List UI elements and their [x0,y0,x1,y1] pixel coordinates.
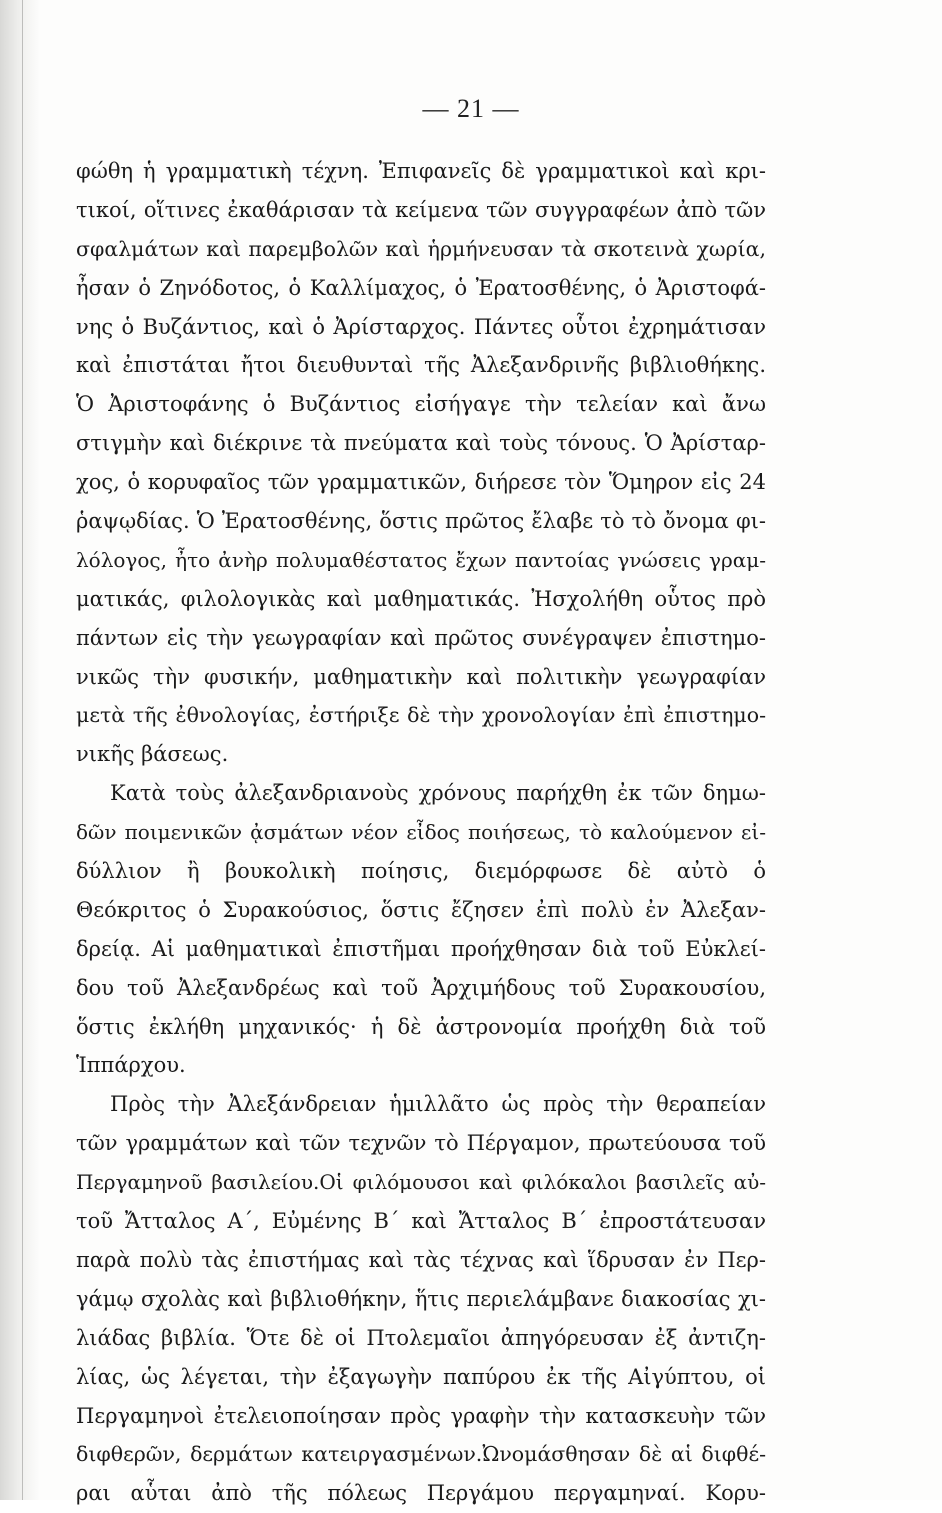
text-line: λίας, ὡς λέγεται, τὴν ἐξαγωγὴν παπύρου ἐκ τῆς Αἰγύπτου, οἱ [76,1364,766,1389]
text-line: ἦσαν ὁ Ζηνόδοτος, ὁ Καλλίμαχος, ὁ Ἐρατοσθένης, ὁ Ἀριστοφά- [76,275,766,300]
text-line: σφαλμάτων καὶ παρεμβολῶν καὶ ἡρμήνευσαν τὰ σκοτεινὰ χωρία, [76,236,766,261]
text-line: Κατὰ τοὺς ἀλεξανδριανοὺς χρόνους παρήχθη ἐκ τῶν δημω- [110,781,766,806]
text-line: νικῶς τὴν φυσικήν, μαθηματικὴν καὶ πολιτικὴν γεωγραφίαν [76,664,766,689]
text-line: Πρὸς τὴν Ἀλεξάνδρειαν ἡμιλλᾶτο ὡς πρὸς τὴν θεραπείαν [110,1092,766,1117]
text-line: πάντων εἰς τὴν γεωγραφίαν καὶ πρῶτος συνέγραψεν ἐπιστημο- [76,625,766,650]
text-line: ὅστις ἐκλήθη μηχανικός· ἡ δὲ ἀστρονομία προήχθη διὰ τοῦ [76,1014,766,1039]
text-line: χος, ὁ κορυφαῖος τῶν γραμματικῶν, διήρεσε τὸν Ὅμηρον εἰς 24 [76,470,766,495]
binding-gutter-shadow [0,0,40,1500]
text-line: δύλλιον ἢ βουκολικὴ ποίησις, διεμόρφωσε δὲ αὐτὸ ὁ [76,859,766,884]
text-line: νικῆς βάσεως. [76,742,229,767]
text-line: νης ὁ Βυζάντιος, καὶ ὁ Ἀρίσταρχος. Πάντες οὗτοι ἐχρημάτισαν [76,314,766,339]
text-line: τικοί, οἵτινες ἐκαθάρισαν τὰ κείμενα τῶν συγγραφέων ἀπὸ τῶν [76,197,766,222]
page-number: — 21 — [422,94,520,123]
text-line: Ἱππάρχου. [76,1053,186,1078]
text-line: γάμῳ σχολὰς καὶ βιβλιοθήκην, ἥτις περιελάμβανε διακοσίας χι- [76,1286,766,1311]
text-line: λιάδας βιβλία. Ὅτε δὲ οἱ Πτολεμαῖοι ἀπηγόρευσαν ἐξ ἀντιζη- [76,1325,766,1350]
text-line: μετὰ τῆς ἐθνολογίας, ἐστήριξε δὲ τὴν χρονολογίαν ἐπὶ ἐπιστημο- [76,703,766,728]
text-line: Περγαμηνοῦ βασιλείου.Οἱ φιλόμουσοι καὶ φιλόκαλοι βασιλεῖς αὐ- [76,1170,766,1195]
text-line: δου τοῦ Ἀλεξανδρέως καὶ τοῦ Ἀρχιμήδους τοῦ Συρακουσίου, [76,975,766,1000]
text-line: Περγαμηνοὶ ἐτελειοποίησαν πρὸς γραφὴν τὴν κατασκευὴν τῶν [76,1403,766,1428]
text-line: στιγμὴν καὶ διέκρινε τὰ πνεύματα καὶ τοὺς τόνους. Ὁ Ἀρίσταρ- [76,431,766,456]
text-line: Ὁ Ἀριστοφάνης ὁ Βυζάντιος εἰσήγαγε τὴν τελείαν καὶ ἄνω [76,392,766,417]
text-line: δρείᾳ. Αἱ μαθηματικαὶ ἐπιστῆμαι προήχθησαν διὰ τοῦ Εὐκλεί- [76,936,766,961]
text-line: τῶν γραμμάτων καὶ τῶν τεχνῶν τὸ Πέργαμον, πρωτεύουσα τοῦ [76,1131,766,1156]
text-line: ραι αὗται ἀπὸ τῆς πόλεως Περγάμου περγαμηναί. Κορυ- [76,1481,766,1506]
text-line: δῶν ποιμενικῶν ᾀσμάτων νέον εἶδος ποιήσεως, τὸ καλούμενον εἰ- [76,820,766,845]
text-line: λόλογος, ἦτο ἀνὴρ πολυμαθέστατος ἔχων παντοίας γνώσεις γραμ- [76,547,766,572]
text-line: Θεόκριτος ὁ Συρακούσιος, ὅστις ἔζησεν ἐπὶ πολὺ ἐν Ἀλεξαν- [76,897,766,922]
body-text [76,152,766,1513]
text-line: διφθερῶν, δερμάτων κατειργασμένων.Ὠνομάσθησαν δὲ αἱ διφθέ- [76,1442,766,1467]
text-line: ῥαψῳδίας. Ὁ Ἐρατοσθένης, ὅστις πρῶτος ἔλαβε τὸ τὸ ὄνομα φι- [76,509,766,534]
text-line: τοῦ Ἄτταλος Α΄, Εὐμένης Β΄ καὶ Ἄτταλος Β΄ ἐπροστάτευσαν [76,1209,766,1234]
text-line: καὶ ἐπιστάται ἤτοι διευθυνταὶ τῆς Ἀλεξανδρινῆς βιβλιοθήκης. [76,353,766,378]
text-line: ματικάς, φιλολογικὰς καὶ μαθηματικάς. Ἠσχολήθη οὗτος πρὸ [76,586,766,611]
text-line: φώθη ἡ γραμματικὴ τέχνη. Ἐπιφανεῖς δὲ γραμματικοὶ καὶ κρι- [76,159,766,183]
binding-edge-line [22,0,23,1500]
text-line: παρὰ πολὺ τὰς ἐπιστήμας καὶ τὰς τέχνας καὶ ἵδρυσαν ἐν Περ- [76,1247,766,1272]
